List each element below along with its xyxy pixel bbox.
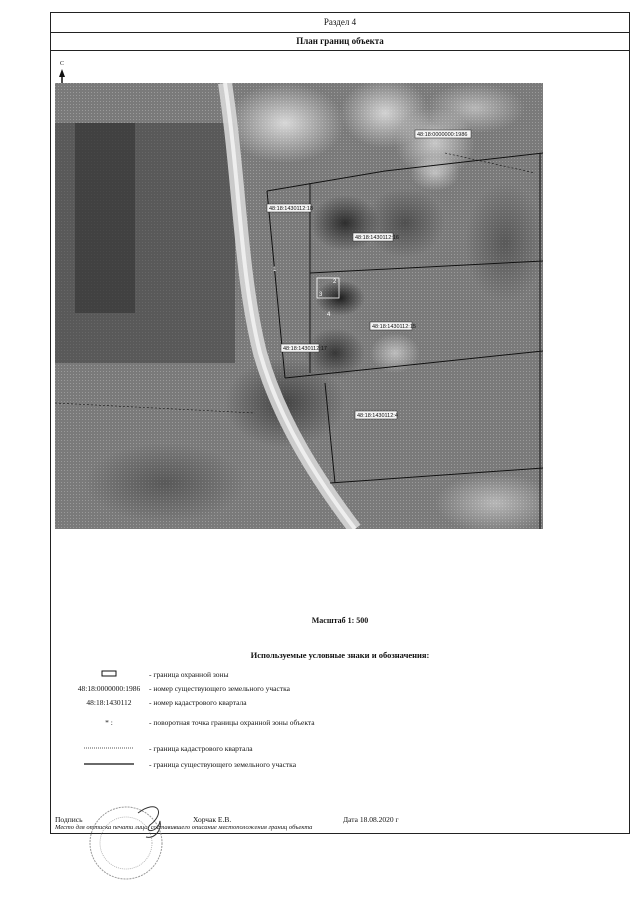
legend-symbol: 48:18:0000000:1986 — [77, 684, 141, 693]
legend-symbol: 48:18:1430112 — [86, 698, 132, 707]
document-frame — [50, 12, 630, 834]
signer-name: Хорчак Е.В. — [193, 815, 232, 824]
quarter-boundary-line-icon — [59, 744, 159, 754]
parcel-label: 48:18:1430112:16 — [355, 235, 399, 241]
point-label: 2 — [333, 279, 337, 285]
parcel-boundary-line-icon — [59, 760, 159, 770]
stamp-note: Место для оттиска печати лица, составившего описание местоположения границ объекта — [55, 824, 313, 831]
parcel-label: 48:18:0000000:1986 — [417, 132, 468, 138]
signature-date: Дата 18.08.2020 г — [343, 815, 399, 824]
point-label: 3 — [319, 292, 323, 298]
map-image — [55, 83, 543, 529]
stamp-seal-icon — [88, 793, 178, 883]
page-title: План границ объекта — [51, 33, 629, 51]
point-label: 1 — [273, 267, 277, 273]
parcel-label: 48:18:1430112:15 — [372, 324, 416, 330]
legend-item — [51, 744, 629, 756]
legend-desc: - номер существующего земельного участка — [149, 684, 290, 693]
zone-boundary-symbol — [59, 670, 159, 680]
legend-desc: - номер кадастрового квартала — [149, 698, 247, 707]
legend-desc: - граница кадастрового квартала — [149, 744, 253, 753]
section-label: Раздел 4 — [51, 13, 629, 33]
legend-desc: - поворотная точка границы охранной зоны объекта — [149, 718, 315, 727]
parcel-label: 48:18:1430112:17 — [283, 346, 327, 352]
legend-item — [51, 698, 629, 710]
map-scale: Масштаб 1: 500 — [311, 616, 369, 625]
legend-desc: - граница охранной зоны — [149, 670, 229, 679]
satellite-map — [55, 83, 543, 529]
legend-desc: - граница существующего земельного участка — [149, 760, 297, 769]
parcel-label: 48:18:1430112:4 — [357, 413, 398, 419]
signature-label: Подпись — [55, 815, 83, 824]
turning-point-symbol: * : — [105, 718, 113, 727]
legend-item — [51, 670, 629, 682]
north-label: С — [60, 61, 65, 67]
point-label: 4 — [327, 312, 331, 318]
legend-title: Используемые условные знаки и обозначения: — [250, 650, 430, 660]
legend-item — [51, 718, 629, 730]
parcel-label: 48:18:1430112:18 — [269, 206, 313, 212]
legend-item — [51, 760, 629, 772]
legend-item — [51, 684, 629, 696]
